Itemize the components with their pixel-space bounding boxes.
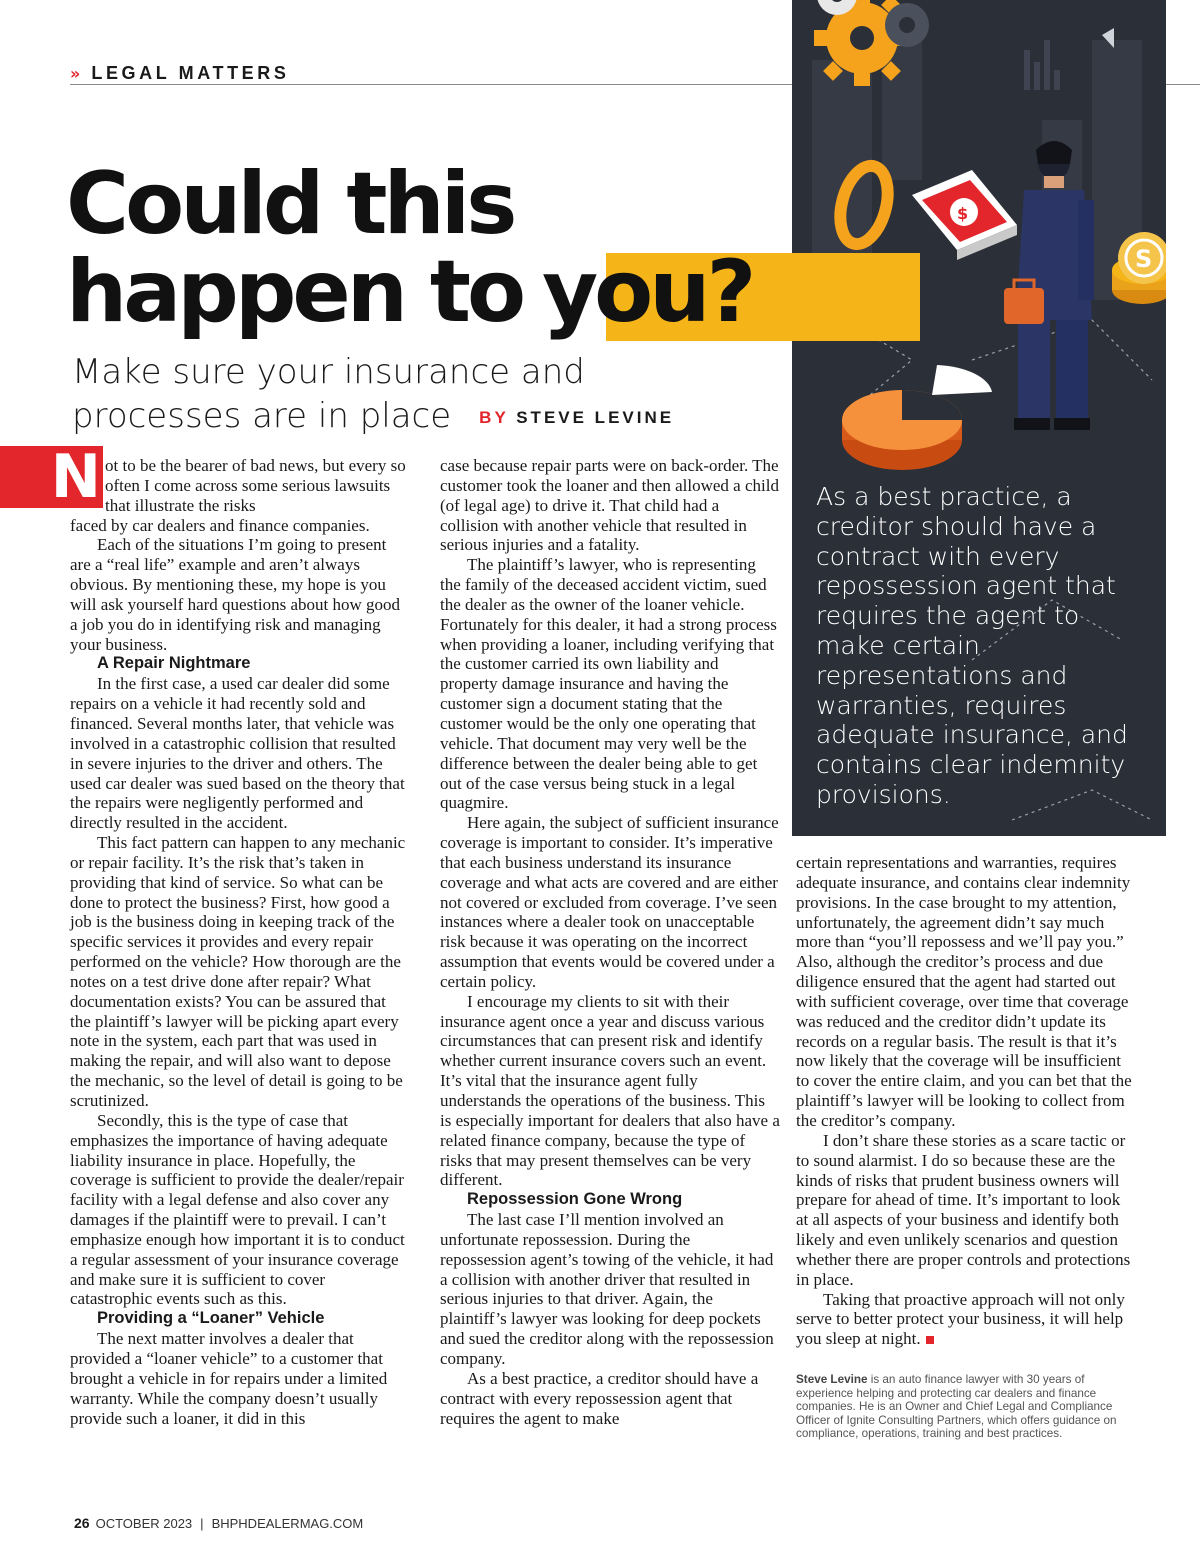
headline-line-1: Could this xyxy=(66,154,514,254)
paragraph: I encourage my clients to sit with their insurance agent once a year and discuss various circumstances that can present risk and identify whether current insurance covers such an event. It’s vital that the insurance agent fully understands the operations of the business. This is especially important for dealers that also have a related finance company, because the type of risks that may present themselves can be very different. xyxy=(440,991,780,1190)
footer-separator: | xyxy=(200,1516,204,1531)
end-mark-icon xyxy=(926,1336,934,1344)
paragraph-text: Taking that proactive approach will not only serve to better protect your business, it will help you sleep at night. xyxy=(796,1289,1125,1349)
paragraph: I don’t share these stories as a scare tactic or to sound alarmist. I do so because these are the kinds of risks that prudent business owners will prepare for ahead of time. It’s important to look at all aspects of your business and identify both likely and even unlikely scenarios and question whether there are proper controls and protections in place. xyxy=(796,1130,1131,1289)
subheading: A Repair Nightmare xyxy=(97,654,251,673)
page-number: 26 xyxy=(74,1515,90,1531)
drop-cap: N xyxy=(0,446,103,508)
svg-text:$: $ xyxy=(957,204,969,223)
paragraph: As a best practice, a creditor should have a contract with every repossession agent that requires the agent to make xyxy=(440,1368,759,1428)
paragraph: Each of the situations I’m going to present are a “real life” example and aren’t always obvious. By mentioning these, my hope is you will ask yourself hard questions about how good a job you do in identifying risk and managing your business. xyxy=(70,535,401,654)
paragraph: This fact pattern can happen to any mechanic or repair facility. It’s the risk that’s taken in providing that kind of service. So what can be done to protect the business? First, how good a job is the business doing in keeping track of the specific services it provides and every repair performed on the vehicle? How thorough are the notes on a test drive done after repair? What documentation exists? You can be assured that the plaintiff’s lawyer will be picking apart every note in the system, each part that was used in making the repair, and will also want to depose the mechanic, so the level of detail is going to be scrutinized. xyxy=(70,833,406,1110)
paragraph: The last case I’ll mention involved an unfortunate repossession. During the repossession agent’s towing of the vehicle, it had a collision with another driver that resulted in serious injuries to that driver. Again, the plaintiff’s lawyer was looking for deep pockets and sued the creditor along with the repossession company. xyxy=(440,1210,774,1368)
article-column-1 xyxy=(70,456,410,1428)
subheading: Repossession Gone Wrong xyxy=(467,1190,683,1209)
headline xyxy=(66,154,753,342)
subtitle-line-2 xyxy=(72,394,792,440)
paragraph: certain representations and warranties, requires adequate insurance, and contains clear indemnity provisions. In the case brought to my attention, unfortunately, the agreement didn’t say much more than “you’ll repossess and we’ll pay you.” Also, although the creditor’s process and due diligence ensured that the agent had started out with sufficient coverage, over time that coverage was reduced and the creditor didn’t update its records on a regular basis. The result is that it’s now likely that the coverage will be insufficient to cover the entire claim, and you can bet that the plaintiff’s lawyer will be looking to collect from the creditor’s company. xyxy=(796,853,1132,1130)
paragraph-opening: ot to be the bearer of bad news, but every so often I come across some serious lawsuits that illustrate the risks xyxy=(105,456,406,515)
issue-date: OCTOBER 2023 xyxy=(95,1516,193,1531)
subtitle-line-2-text: processes are in place xyxy=(72,396,452,436)
paragraph: Secondly, this is the type of case that emphasizes the importance of having adequate liability insurance in place. Hopefully, the coverage is sufficient to provide the dealer/repair facility with a legal defense and also cover any damages if the plaintiff were to prevail. I can’t emphasize enough how important it is to conduct a regular assessment of your insurance coverage and make sure it is sufficient to cover catastrophic events such as this. xyxy=(70,1110,405,1309)
page-footer xyxy=(74,1515,363,1531)
site-url: BHPHDEALERMAG.COM xyxy=(211,1516,364,1531)
author-bio-name: Steve Levine xyxy=(796,1373,868,1386)
pie-chart-icon xyxy=(842,365,992,470)
author-bio xyxy=(796,1373,1131,1441)
svg-text:S: S xyxy=(1135,245,1153,273)
chevron-double-icon: » xyxy=(70,63,78,83)
article-column-2 xyxy=(440,456,780,1428)
headline-line-2a: happen to xyxy=(66,242,523,342)
subtitle-line-1: Make sure your insurance and xyxy=(72,352,585,392)
paragraph: Here again, the subject of sufficient insurance coverage is important to consider. It’s imperative that each business understand its insurance coverage and what acts are covered and are either not covered or excluded from coverage. I’ve seen instances where a dealer took on unacceptable risk because it was operating on the incorrect assumption that events would be covered under a certain policy. xyxy=(440,813,779,991)
paragraph xyxy=(796,1290,1136,1350)
byline-author: STEVE LEVINE xyxy=(516,408,675,427)
paragraph: The plaintiff’s lawyer, who is representing the family of the deceased accident victim, sued the dealer as the owner of the loaner vehicle. Fortunately for this dealer, it had a strong process when providing a loaner, including verifying that the customer carried its own liability and property damage insurance and having the customer sign a document stating that the customer would be the only one operating that vehicle. That document may very well be the difference between the dealer being able to get out of the case versus being stuck in a legal quagmire. xyxy=(440,555,777,813)
paragraph: case because repair parts were on back-order. The customer took the loaner and then allowed a child (of legal age) to drive it. That child had a collision with another vehicle that resulted in serious injuries and a fatality. xyxy=(440,456,779,555)
byline xyxy=(479,408,674,427)
dollar-bill-icon xyxy=(912,170,1017,260)
paragraph xyxy=(70,456,410,535)
headline-highlight-word: you? xyxy=(542,242,753,342)
article-column-3 xyxy=(796,853,1136,1349)
author-bio-text: is an auto finance lawyer with 30 years of experience helping and protecting car dealers and finance companies. He is an Owner and Chief Legal and Compliance Officer of Ignite Consulting Partners, which offers guidance on compliance, operations, training and best practices. xyxy=(796,1373,1117,1440)
byline-by: BY xyxy=(479,408,509,427)
paragraph: The next matter involves a dealer that provided a “loaner vehicle” to a customer that brought a vehicle in for repairs under a limited warranty. While the company doesn’t usually provide such a loaner, it did in this xyxy=(70,1329,388,1428)
section-label: LEGAL MATTERS xyxy=(91,62,290,83)
section-header xyxy=(70,60,289,86)
subheading: Providing a “Loaner” Vehicle xyxy=(97,1309,325,1328)
paragraph: In the first case, a used car dealer did some repairs on a vehicle it had recently sold and financed. Several months later, that vehicle was involved in a catastrophic collision that resulted in severe injuries to the driver and others. The used car dealer was sued based on the theory that the repairs were negligently performed and directly resulted in the accident. xyxy=(70,674,405,833)
headline-line-2 xyxy=(66,242,753,342)
subtitle xyxy=(72,350,792,440)
paragraph-continuation: faced by car dealers and finance companies. xyxy=(70,515,370,535)
pull-quote: As a best practice, a creditor should have a contract with every repossession agent that requires the agent to make certain representations and warranties, requires adequate insurance, and contains clear indemnity provisions. xyxy=(816,482,1128,809)
